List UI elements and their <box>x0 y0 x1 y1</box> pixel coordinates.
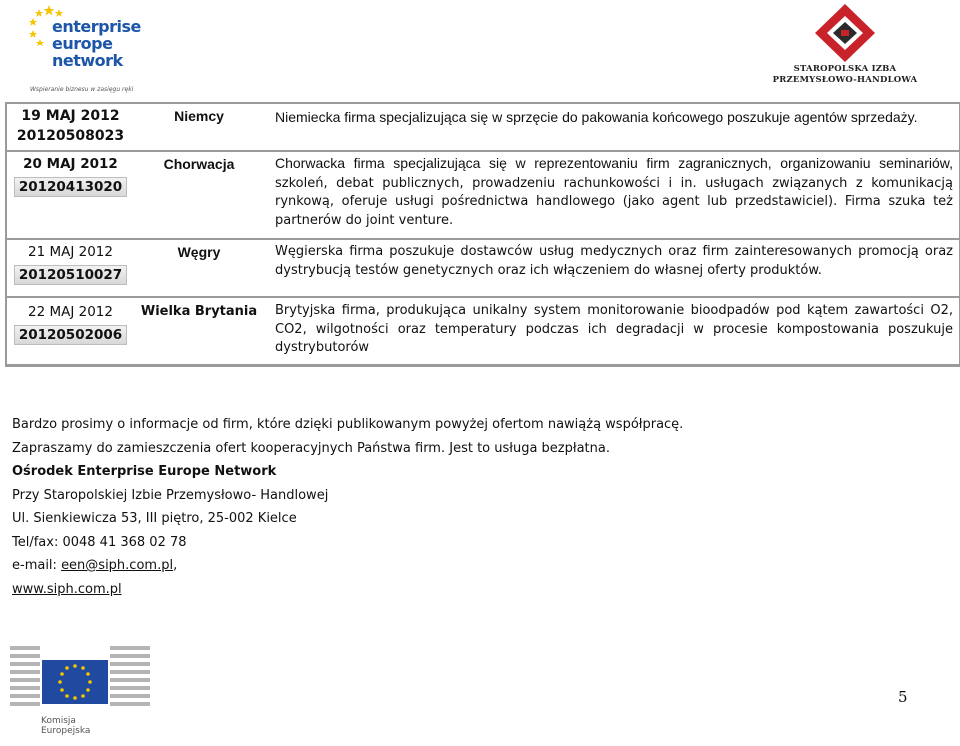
offer-date: 22 MAJ 2012 <box>28 304 113 320</box>
siph-logo <box>770 4 920 88</box>
siph-logo-text: STAROPOLSKA IZBA PRZEMYSŁOWO-HANDLOWA <box>772 64 918 85</box>
org-name: Ośrodek Enterprise Europe Network <box>12 464 277 479</box>
enterprise-europe-network-logo <box>28 4 141 96</box>
offer-id: 20120502006 <box>14 325 127 345</box>
email-label: e-mail: <box>12 558 62 573</box>
offers-table <box>5 102 960 367</box>
table-row <box>7 152 959 238</box>
offer-description-part2: szkoleń, debat publicznych, prowadzeniu rachunkowości i in. usługach związanych z komunikacją rynkową, oferuje usługi pośrednictwa handlowego (jako agent lub przedstawiciel). Firma szuka też partnerów do joint venture. <box>275 175 953 228</box>
phone: Tel/fax: 0048 41 368 02 78 <box>12 534 187 550</box>
een-logo-text: enterprise europe network <box>52 17 141 70</box>
offer-id: 20120508023 <box>16 128 125 144</box>
offer-date: 20 MAJ 2012 <box>23 156 118 172</box>
country-cell: Niemcy <box>174 108 224 124</box>
table-row <box>7 298 959 364</box>
email-line <box>12 554 683 578</box>
country-cell: Chorwacja <box>163 156 235 172</box>
email-link[interactable]: een@siph.com.pl <box>61 558 174 573</box>
date-cell <box>7 298 134 364</box>
country-cell: Wielka Brytania <box>140 304 258 319</box>
address: Ul. Sienkiewicza 53, III piętro, 25-002 Kielce <box>12 511 297 526</box>
offer-id: 20120413020 <box>14 177 127 197</box>
email-suffix: , <box>173 558 178 573</box>
table-row <box>7 240 959 296</box>
date-cell <box>7 152 134 238</box>
offer-description <box>264 152 959 238</box>
date-cell <box>7 240 134 296</box>
website-line <box>12 578 683 602</box>
table-row <box>7 104 959 150</box>
commission-logo-text: Komisja Europejska <box>41 716 91 736</box>
offer-id: 20120510027 <box>14 265 127 285</box>
offer-description-part1: Chorwacka firma specjalizująca się w reprezentowaniu firm zagranicznych, organizowaniu seminariów, <box>275 155 953 171</box>
date-cell <box>7 104 134 150</box>
commission-building-icon <box>10 642 150 714</box>
contact-block <box>12 413 683 601</box>
een-tagline: Wspieranie biznesu w zasięgu ręki <box>30 86 134 93</box>
website-link[interactable]: www.siph.com.pl <box>12 581 122 597</box>
invite-text: Zapraszamy do zamieszczenia ofert kooperacyjnych Państwa firm. Jest to usługa bezpłatna. <box>12 440 610 456</box>
offer-description: Brytyjska firma, produkująca unikalny system monitorowanie bioodpadów pod kątem zawartości O2, CO2, wilgotności oraz temperatury podczas ich degradacji w procesie kompostowania poszukuje dystrybutorów <box>275 303 953 355</box>
european-commission-logo <box>10 642 150 742</box>
offer-date: 19 MAJ 2012 <box>21 108 120 124</box>
page-number: 5 <box>898 688 908 706</box>
request-text: Bardzo prosimy o informacje od firm, które dzięki publikowanym powyżej ofertom nawiążą współpracę. <box>12 417 684 432</box>
country-cell: Węgry <box>177 244 221 260</box>
org-affiliation: Przy Staropolskiej Izbie Przemysłowo- Handlowej <box>12 487 329 503</box>
offer-description: Węgierska firma poszukuje dostawców usług medycznych oraz firm zainteresowanych promocją oraz dystrybucją testów genetycznych oraz ich włączeniem do własnej oferty produktów. <box>275 244 953 278</box>
siph-emblem-icon <box>815 4 875 62</box>
offer-date: 21 MAJ 2012 <box>28 244 113 260</box>
offer-description: Niemiecka firma specjalizująca się w sprzęcie do pakowania końcowego poszukuje agentów sprzedaży. <box>275 109 918 125</box>
